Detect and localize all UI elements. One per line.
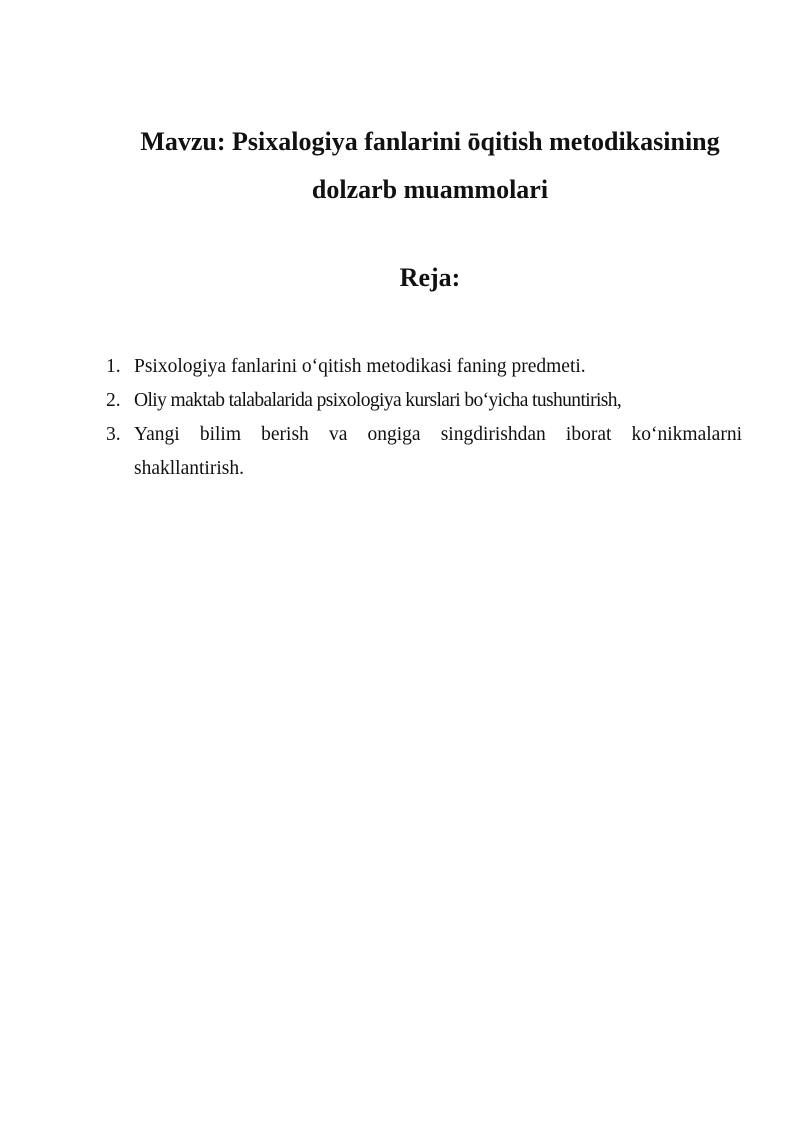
plan-item-text: Yangi bilim berish va ongiga singdirishdan iborat ko‘nikmalarni shakllantirish. — [134, 424, 742, 479]
plan-item-number: 1. — [106, 356, 121, 377]
plan-item — [106, 418, 742, 486]
plan-heading: Reja: — [399, 263, 461, 292]
plan-item — [106, 350, 742, 384]
document-title: Mavzu: Psixalogiya fanlarini ōqitish metodikasining dolzarb muammolari — [140, 127, 720, 204]
plan-item-text: Oliy maktab talabalarida psixologiya kurslari bo‘yicha tushuntirish, — [134, 390, 622, 411]
plan-item-number: 3. — [106, 424, 121, 445]
plan-item — [106, 384, 742, 418]
plan-item-text: Psixologiya fanlarini o‘qitish metodikasi faning predmeti. — [134, 356, 586, 377]
plan-item-number: 2. — [106, 390, 121, 411]
plan-list — [106, 350, 742, 486]
